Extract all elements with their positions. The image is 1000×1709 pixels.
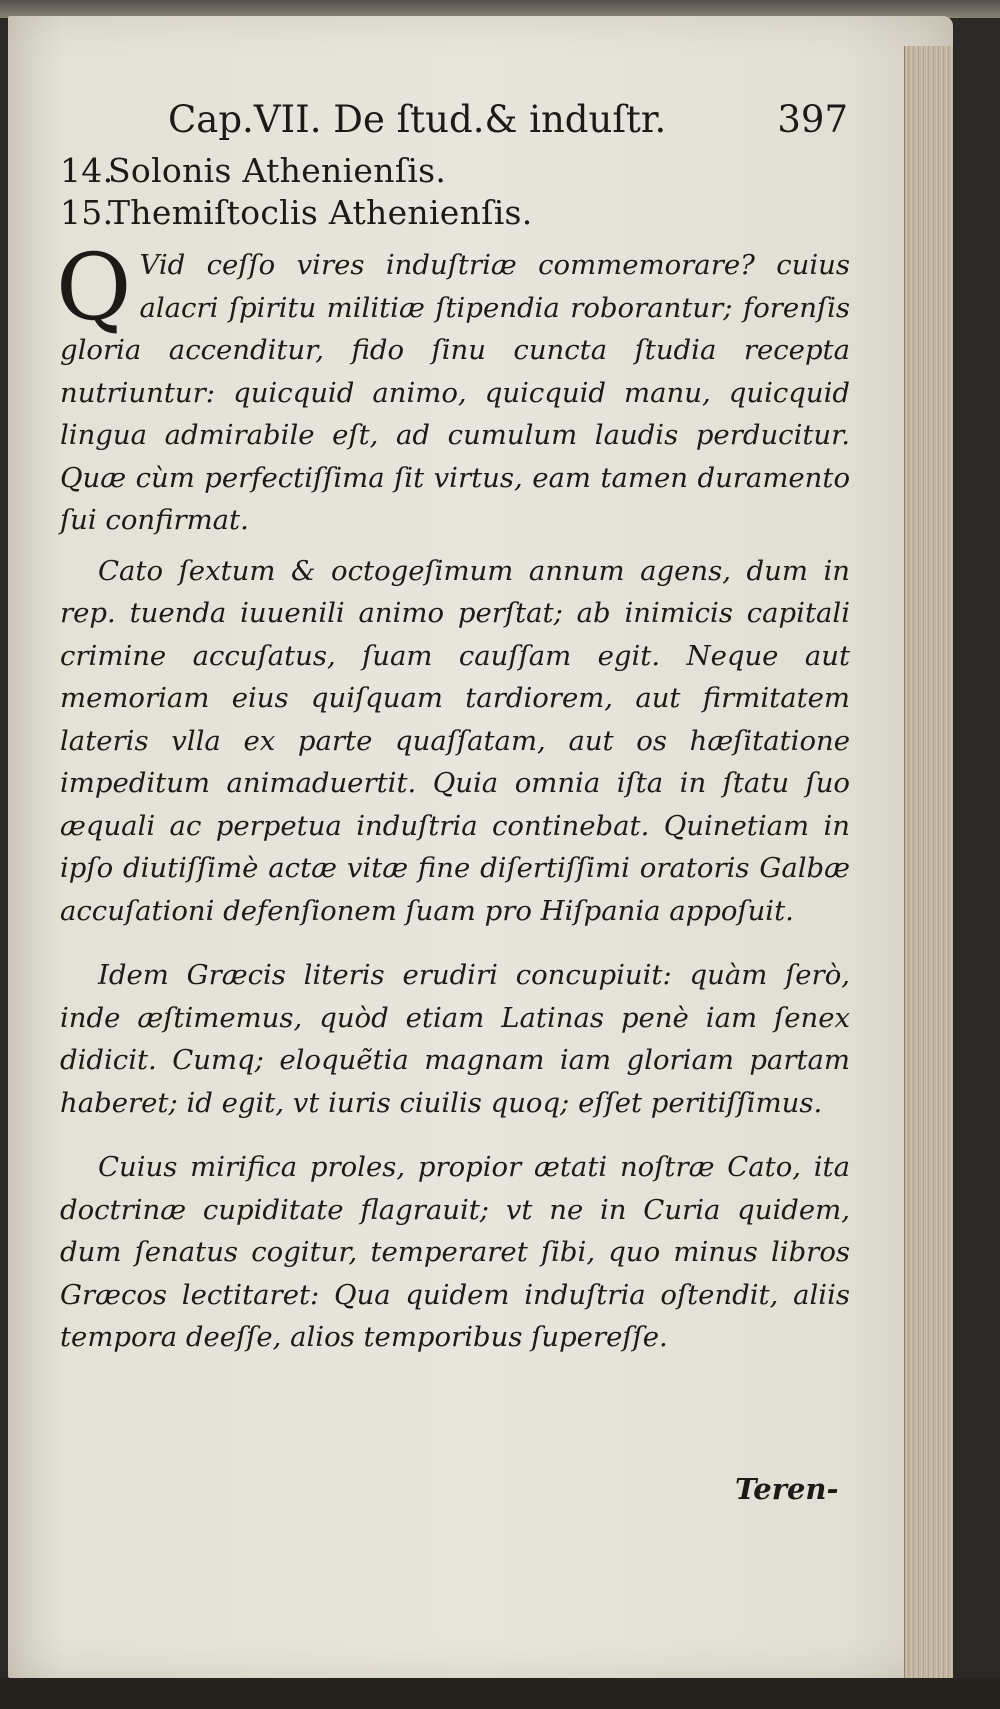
running-head (60, 98, 850, 150)
paragraph-3: Idem Græcis literis erudiri concupiuit: quàm ſerò, inde æſtimemus, quòd etiam Latinas penè iam ſenex didicit. Cumq; eloquẽtia magnam iam gloriam partam haberet; id egit, vt iuris ciuilis quoq; eſſet peritiſſimus. (60, 959, 850, 1119)
list-item-number: 15. (60, 193, 114, 232)
list-item-number: 14. (60, 151, 114, 190)
list-item-text: Solonis Athenienſis. (108, 151, 447, 190)
catchword: Teren- (735, 1472, 839, 1506)
chapter-title: Cap.VII. De ſtud.& induſtr. (168, 98, 667, 141)
paragraph-2: Cato ſextum & octogeſimum annum agens, dum in rep. tuenda iuuenili animo perſtat; ab inimicis capitali crimine accuſatus, ſuam cauſſam egit. Neque aut memoriam eius quiſquam tardiorem, aut firmitatem lateris vlla ex parte quaſſatam, aut os hæſitatione impeditum animaduertit. Quia omnia iſta in ſtatu ſuo æquali ac perpetua induſtria continebat. Quinetiam in ipſo diutiſſimè actæ vitæ fine diſertiſſimi oratoris Galbæ accuſationi defenſionem ſuam pro Hiſpania appoſuit. (60, 554, 850, 927)
paragraph-1-text: Vid ceſſo vires induſtriæ commemorare? cuius alacri ſpiritu militiæ ſtipendia roborantur; forenſis gloria accenditur, fido ſinu cuncta ſtudia recepta nutriuntur: quicquid animo, quicquid manu, quicquid lingua admirabile eſt, ad cumulum laudis perducitur. Quæ cùm perfectiſſima ſit virtus, eam tamen duramento ſui confirmat. (60, 249, 850, 536)
scan-bottom-border (0, 1678, 1000, 1709)
page-content (56, 98, 850, 1359)
page-fore-edge (904, 46, 953, 1696)
page-number: 397 (777, 98, 848, 141)
list-item (60, 192, 850, 234)
list-item-text: Themiſtoclis Athenienſis. (108, 193, 533, 232)
list-item (60, 150, 850, 192)
paragraph-4: Cuius mirifica proles, propior ætati noſtræ Cato, ita doctrinæ cupiditate flagrauit; vt ne in Curia quidem, dum ſenatus cogitur, temperaret ſibi, quo minus libros Græcos lectitaret: Qua quidem induſtria oſtendit, aliis tempora deeſſe, alios temporibus ſupereſſe. (60, 1151, 850, 1353)
paragraph-1 (56, 234, 850, 542)
drop-cap: Q (56, 234, 132, 341)
